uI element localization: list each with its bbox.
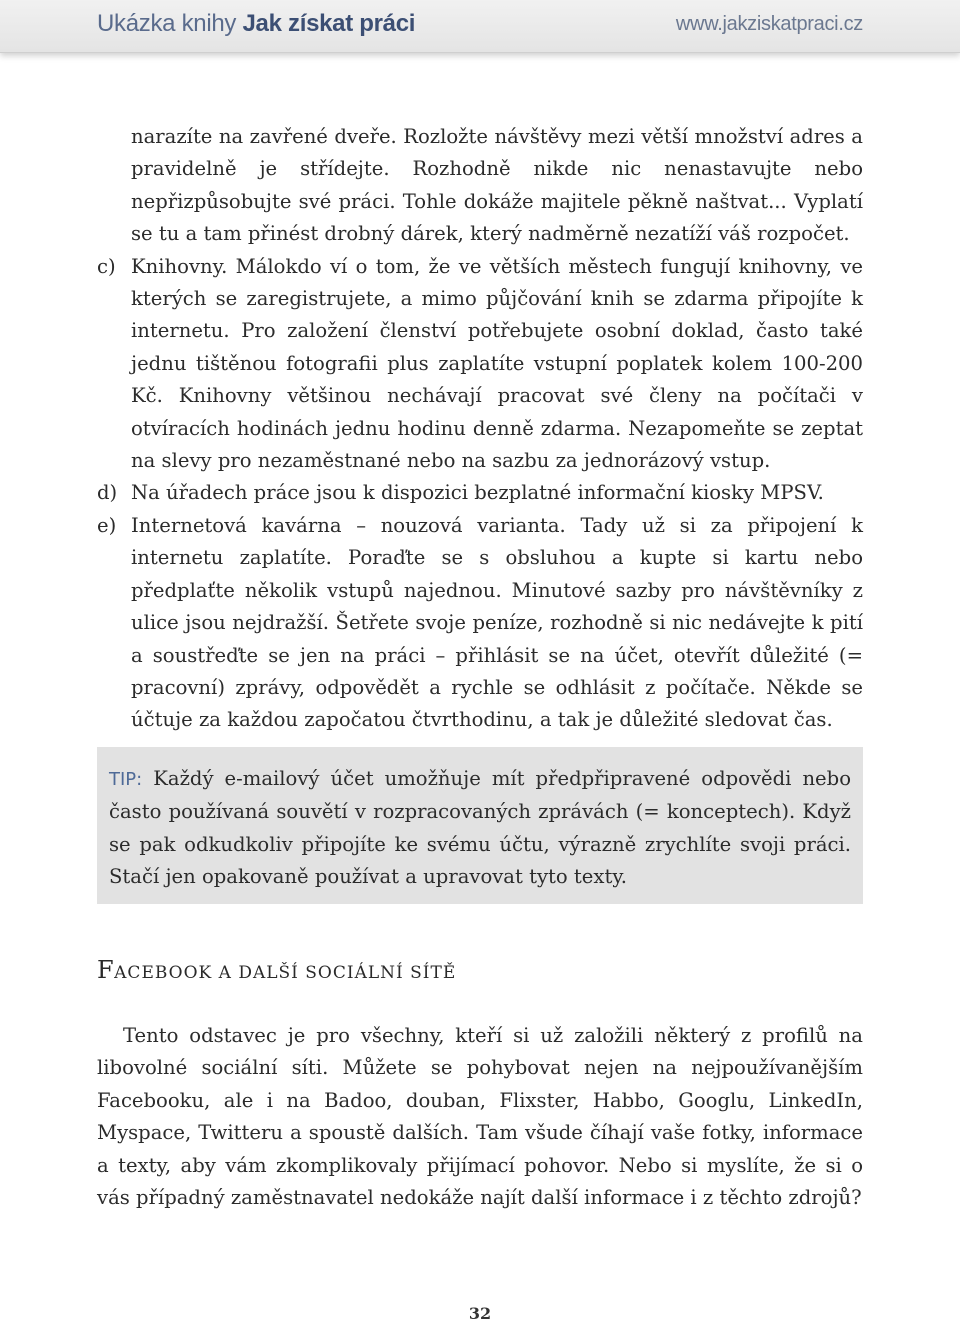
page-header	[0, 0, 960, 53]
list-item-c	[97, 251, 863, 478]
book-title: Jak získat práci	[242, 10, 416, 37]
list-item-label: d)	[97, 481, 118, 505]
section-heading	[97, 956, 456, 984]
list-item-text: Na úřadech práce jsou k dispozici bezplatné informační kiosky MPSV.	[131, 481, 824, 505]
continuation-paragraph: narazíte na zavřené dveře. Rozložte návštěvy mezi větší množství adres a pravidelně je střídejte. Rozhodně nikde nic nenastavujte nebo nepřizpůsobujte své práci. Tohle dokáže majitele pěkně naštvat... Vyplatí se tu a tam přinést drobný dárek, který nadměrně nezatíží váš rozpočet.	[131, 125, 863, 246]
list-item-e	[97, 510, 863, 737]
list-item-label: e)	[97, 513, 117, 537]
page-number: 32	[468, 1304, 492, 1323]
tip-label: TIP:	[109, 769, 143, 790]
list-item-text: Internetová kavárna – nouzová varianta. Tady už si za připojení k internetu zaplatíte. Poraďte se s obsluhou a kupte si kartu nebo předplaťte několik vstupů najednou. Minutové sazby pro návštěvníky z ulice jsou nejdražší. Šetřete svoje peníze, rozhodně si nic nedávejte k pití a soustřeďte se jen na práci – přihlásit se na účet, otevřít důležité (= pracovní) zprávy, odpovědět a rychle se odhlásit z počítače. Někde se účtuje za každou započatou čtvrthodinu, a tak je důležité sledovat čas.	[131, 513, 863, 732]
list-item-text: Knihovny. Málokdo ví o tom, že ve větších městech fungují knihovny, ve kterých se zaregistrujete, a mimo půjčování knih se zdarma připojíte k internetu. Pro založení členství potřebujete osobní doklad, často také jednu tištěnou fotografii plus zaplatíte vstupní poplatek kolem 100-200 Kč. Knihovny většinou nechávají pracovat své členy na počítači v otvíracích hodinách jednu hodinu denně zdarma. Nezapomeňte se zeptat na slevy pro nezaměstnané nebo na sazbu za jednorázový vstup.	[131, 254, 863, 473]
header-website[interactable]: www.jakziskatpraci.cz	[675, 13, 863, 35]
main-content	[97, 121, 863, 737]
section-heading-initial: F	[97, 956, 115, 984]
tip-box	[97, 747, 863, 904]
section-heading-rest: ACEBOOK A DALŠÍ SOCIÁLNÍ SÍTĚ	[114, 963, 457, 983]
section-body	[97, 1020, 863, 1214]
tip-text: Každý e-mailový účet umožňuje mít předpřipravené odpovědi nebo často používaná souvětí v rozpracovaných zprávách (= konceptech). Když se pak odkudkoliv připojíte ke svému účtu, výrazně zrychlíte svoji práci. Stačí jen opakovaně používat a upravovat tyto texty.	[109, 767, 851, 889]
section-paragraph: Tento odstavec je pro všechny, kteří si už založili některý z profilů na libovolné sociální síti. Můžete se pohybovat nejen na nejpoužívanějším Facebooku, ale i na Badoo, douban, Flixster, Habbo, Googlu, LinkedIn, Myspace, Twitteru a spoustě dalších. Tam všude číhají vaše fotky, informace a texty, aby vám zkomplikovaly přijímací pohovor. Nebo si myslíte, že si o vás případný zaměstnavatel nedokáže najít další informace i z těchto zdrojů?	[97, 1024, 863, 1210]
list-item-d	[97, 477, 863, 509]
list-item-label: c)	[97, 254, 116, 278]
header-prefix: Ukázka knihy	[97, 10, 237, 37]
header-book-title	[97, 10, 415, 38]
